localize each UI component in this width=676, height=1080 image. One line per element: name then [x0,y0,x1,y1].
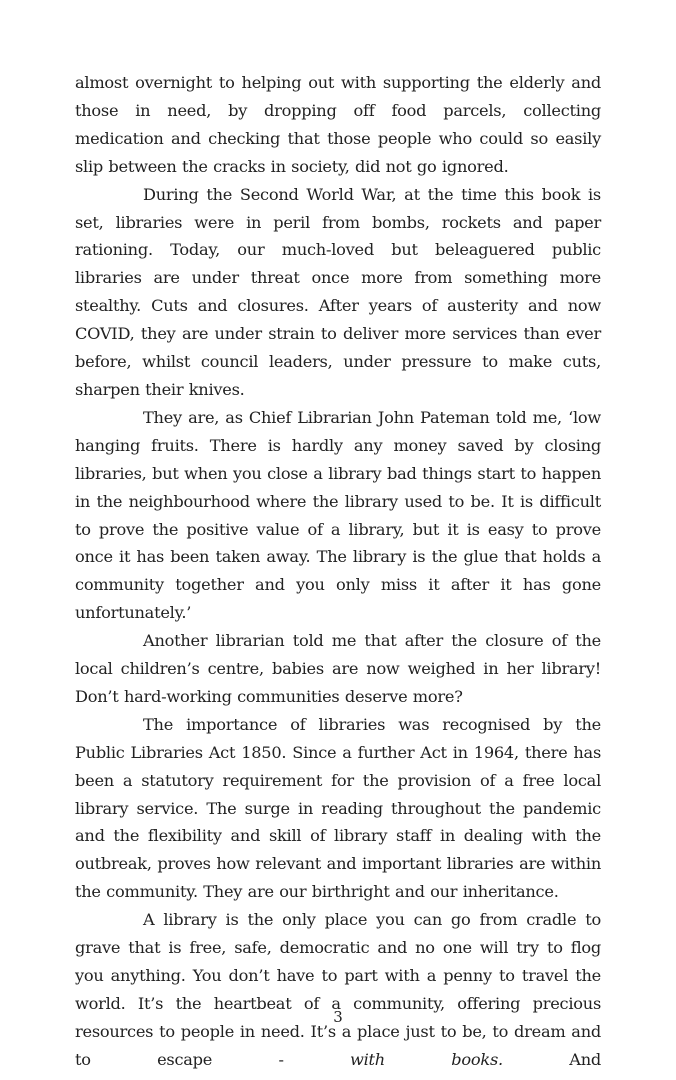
paragraph-cradle-to-grave [75,906,601,1073]
paragraph-cradle-to-grave-text: A library is the only place you can go from cradle to grave that is free, safe, democratic and no one will try to flog you anything. You don’t have to part with a penny to travel the world. It’s the heartbeat of a community, offering precious resources to people in need. It’s a place just to be, to dream and to escape - [75,910,601,1069]
paragraph-second-world-war: During the Second World War, at the time this book is set, libraries were in peril from bombs, rockets and paper rationing. Today, our much-loved but beleaguered public libraries are under threat once more from something more stealthy. Cuts and closures. After years of austerity and now COVID, they are under strain to deliver more services than ever before, whilst council leaders, under pressure to make cuts, sharpen their knives. [75,184,601,399]
paragraph-chief-librarian-quote: They are, as Chief Librarian John Pateman told me, ‘low hanging fruits. There is hardly any money saved by closing libraries, but when you close a library bad things start to happen in the neighbourhood where the library used to be. It is difficult to prove the positive value of a library, but it is easy to prove once it has been taken away. The library is the glue that holds a community together and you only miss it after it has gone unfortunately.’ [75,407,601,623]
page-number: 3 [333,1008,343,1026]
paragraph-cradle-to-grave-tail: And [502,1049,601,1069]
body-text [75,69,601,1074]
paragraph-public-libraries-act: The importance of libraries was recognised by the Public Libraries Act 1850. Since a further Act in 1964, there has been a statutory requirement for the provision of a free local library service. The surge in reading throughout the pandemic and the flexibility and skill of library staff in dealing with the outbreak, proves how relevant and important libraries are within the community. They are our birthright and our inheritance. [75,714,601,902]
paragraph-continued: almost overnight to helping out with supporting the elderly and those in need, by dropping off food parcels, collecting medication and checking that those people who could so easily slip between the cracks in society, did not go ignored. [75,73,601,176]
paragraph-childrens-centre: Another librarian told me that after the closure of the local children’s centre, babies are now weighed in her library! Don’t hard-working communities deserve more? [75,631,601,706]
emphasis-with-books: with books. [350,1049,503,1069]
